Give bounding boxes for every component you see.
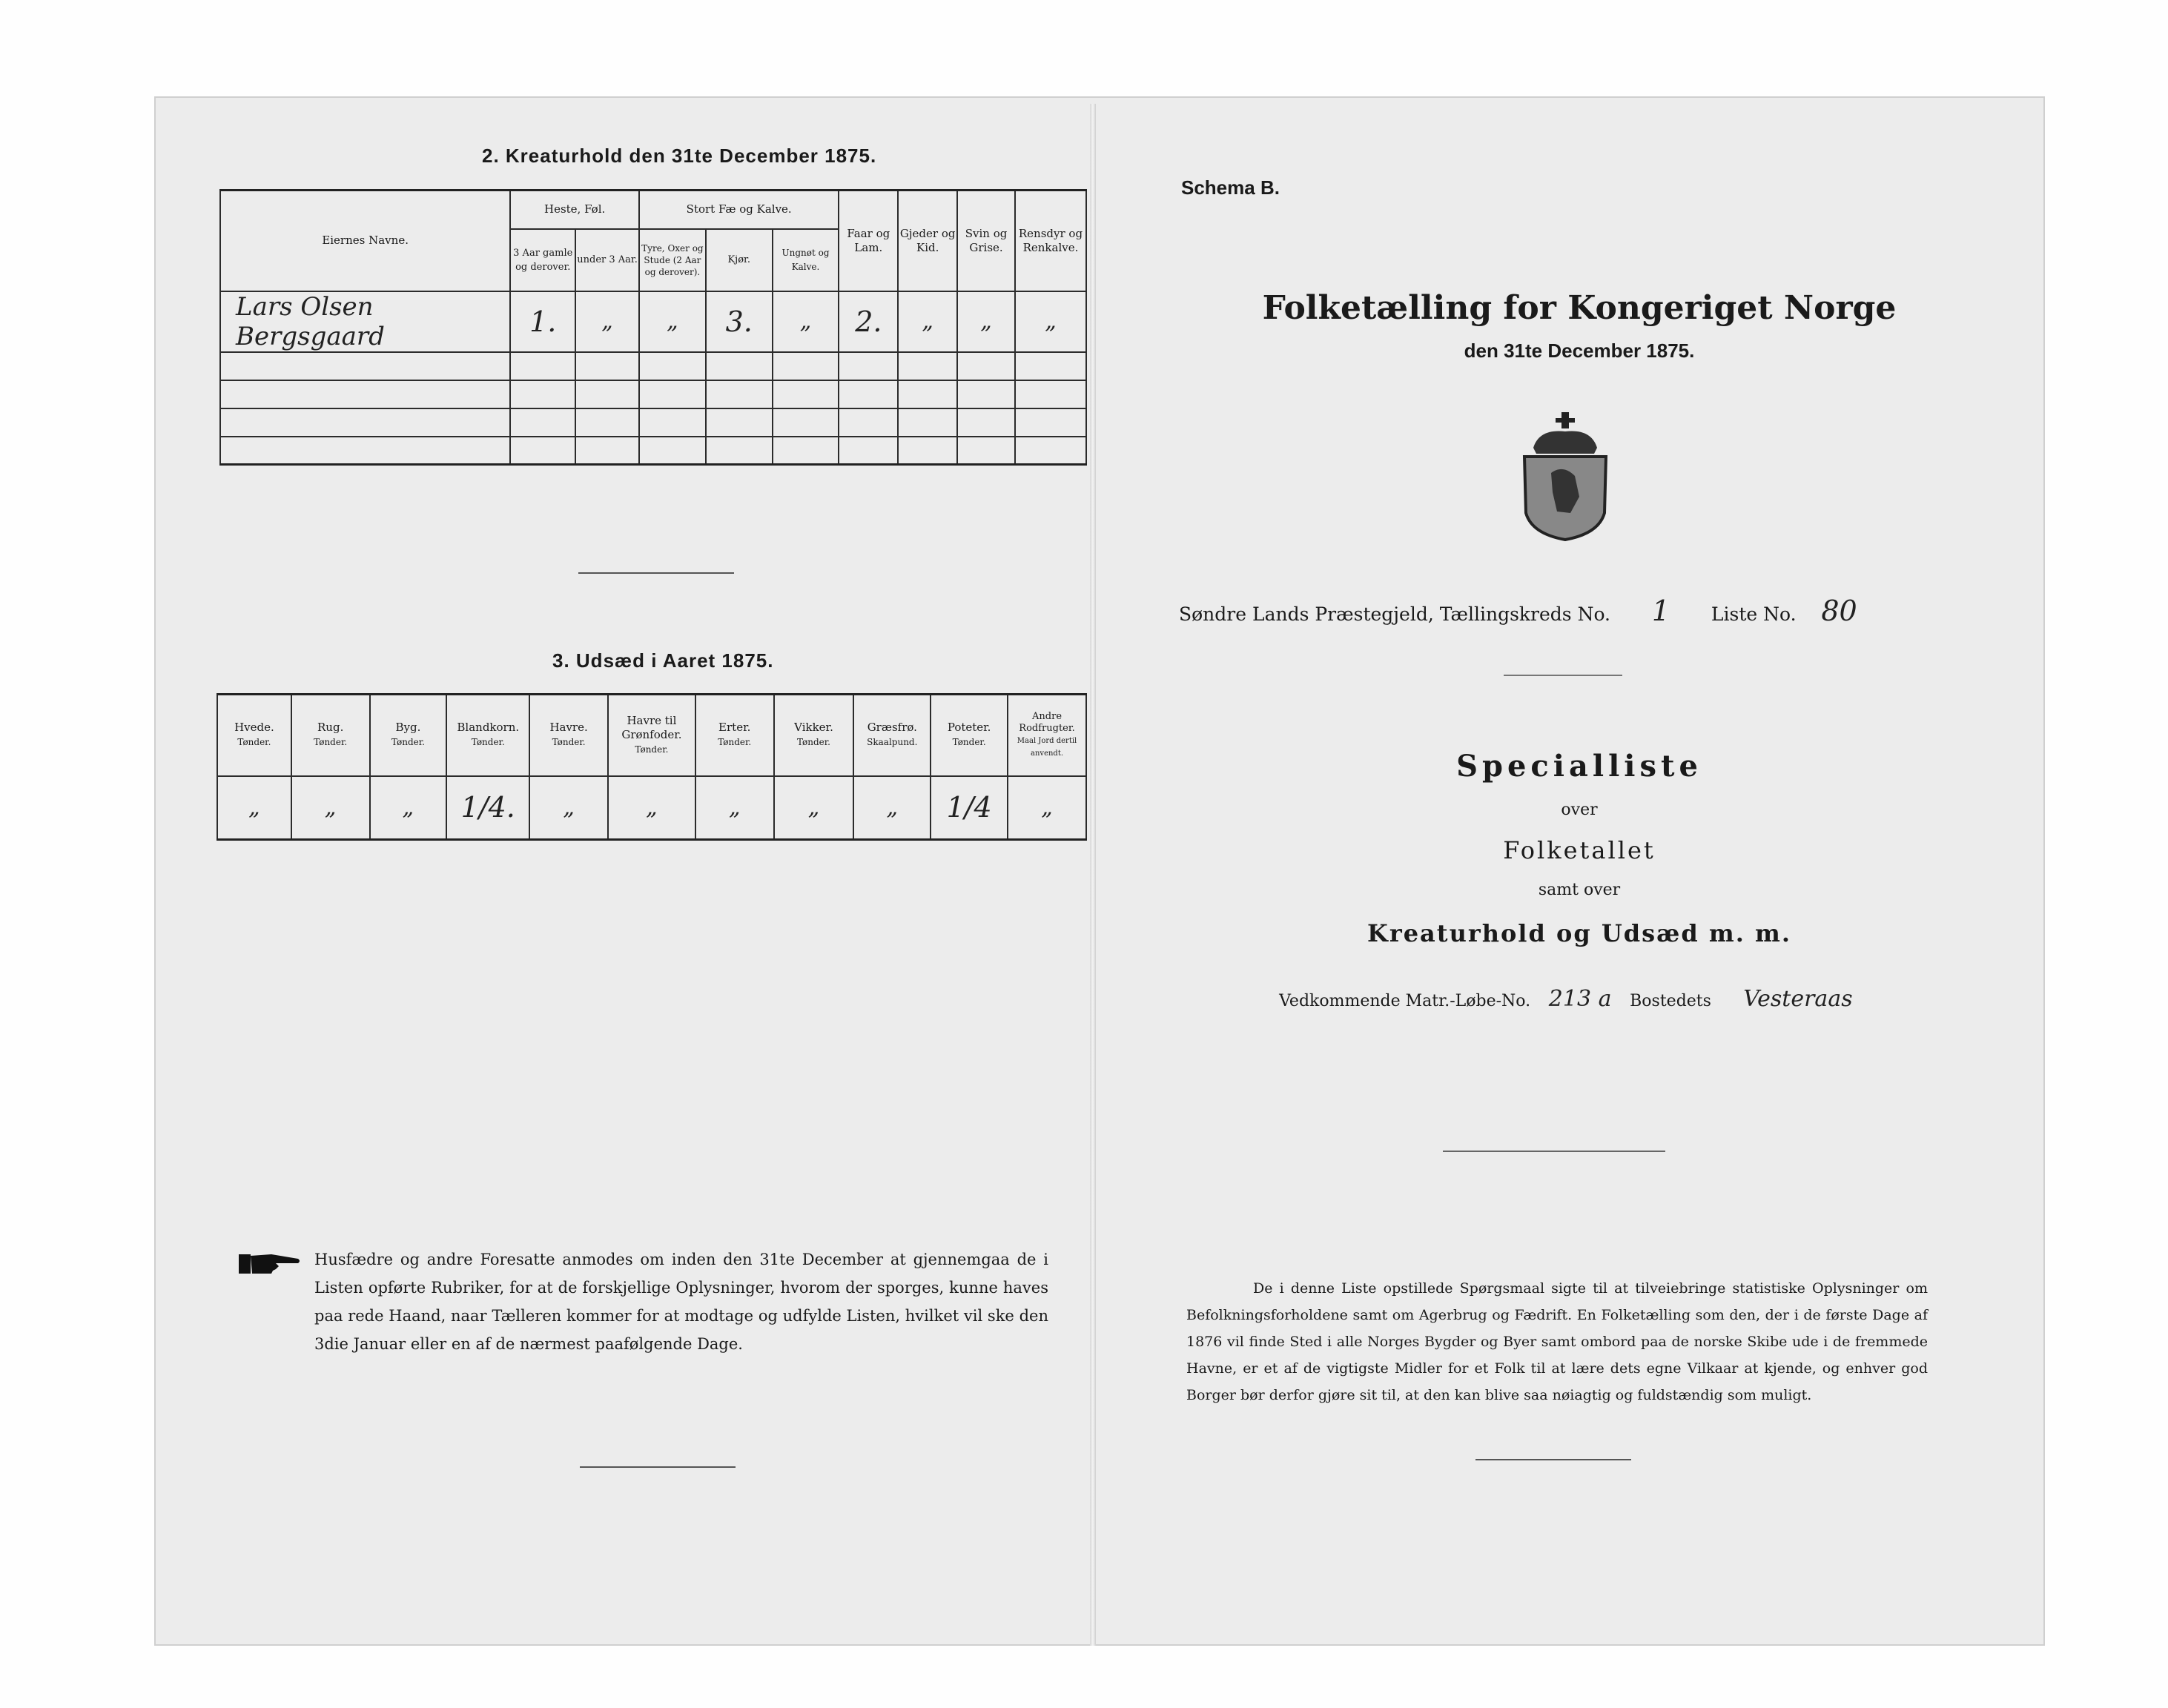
seed-header-byg: Byg. Tønder. xyxy=(370,695,447,776)
goats-header: Gjeder og Kid. xyxy=(898,191,957,291)
young-cattle-header: Ungnøt og Kalve. xyxy=(773,229,839,291)
coat-of-arms-icon xyxy=(1517,409,1613,543)
bulls-value: „ xyxy=(639,291,706,352)
main-title: Folketælling for Kongeriget Norge xyxy=(1262,289,1897,327)
horses-header: Heste, Føl. xyxy=(510,191,639,229)
seed-header-vikker: Vikker. Tønder. xyxy=(774,695,854,776)
livestock-table xyxy=(219,189,1087,466)
horse-young-header: under 3 Aar. xyxy=(575,229,639,291)
census-date: den 31te December 1875. xyxy=(1464,340,1695,362)
goats-value: „ xyxy=(898,291,957,352)
seed-header-erter: Erter. Tønder. xyxy=(695,695,774,776)
list-label: Liste No. xyxy=(1711,603,1797,625)
seed-value: „ xyxy=(774,776,854,840)
bosted-label: Bostedets xyxy=(1630,992,1711,1010)
seed-table xyxy=(217,693,1087,841)
divider-rule xyxy=(580,1466,736,1468)
sheep-value: 2. xyxy=(839,291,898,352)
seed-value: 1/4 xyxy=(931,776,1008,840)
table-row xyxy=(220,437,1086,465)
footer-note: De i denne Liste opstillede Spørgsmaal sigte til at tilveiebringe statistiske Oplysninger om Befolkningsforholdene samt om Agerbrug og Fædrift. En Folketælling som den, der i de første Dage af 1876 vil finde Sted i alle Norges Bygder og Byer samt ombord paa de norske Skibe ude i de fremmede Havne, er et af de vigtigste Midler for et Folk til at lære dets egne Vilkaar at kjende, og enhver god Borger bør derfor gjøre sit til, at den kan blive saa nøiagtig og fuldstændig som muligt. xyxy=(1186,1280,1928,1403)
reindeer-value: „ xyxy=(1015,291,1086,352)
seed-value: „ xyxy=(370,776,447,840)
seed-value: „ xyxy=(529,776,608,840)
cattle-header: Stort Fæ og Kalve. xyxy=(639,191,839,229)
over-label: over xyxy=(1561,801,1598,819)
horse-old-value: 1. xyxy=(510,291,575,352)
owner-name: Lars Olsen Bergsgaard xyxy=(220,291,510,352)
seed-header-blandkorn: Blandkorn. Tønder. xyxy=(446,695,529,776)
bosted-name: Vesteraas xyxy=(1743,986,1853,1012)
young-cattle-value: „ xyxy=(773,291,839,352)
center-fold xyxy=(1090,104,1096,1646)
schema-label: Schema B. xyxy=(1181,176,1280,199)
seed-values-row xyxy=(217,776,1086,840)
livestock-title: 2. Kreaturhold den 31te December 1875. xyxy=(482,145,877,167)
seed-value: „ xyxy=(695,776,774,840)
divider-rule xyxy=(578,572,734,574)
seed-header-hvede: Hvede. Tønder. xyxy=(217,695,291,776)
divider-rule xyxy=(1443,1151,1665,1152)
table-row xyxy=(220,380,1086,408)
reindeer-header: Rensdyr og Renkalve. xyxy=(1015,191,1086,291)
seed-header-havre: Havre. Tønder. xyxy=(529,695,608,776)
matr-label: Vedkommende Matr.-Løbe-No. xyxy=(1279,992,1531,1010)
pointing-hand-icon xyxy=(239,1248,301,1280)
notice-text: Husfædre og andre Foresatte anmodes om inden den 31te December at gjennemgaa de i Listen opførte Rubriker, for at de forskjellige Oplysninger, hvorom der sporges, kunne haves paa rede Haand, naar Tælleren kommer for at modtage og udfylde Listen, hvilket vil ske den 3die Januar eller en af de nærmest paafølgende Dage. xyxy=(314,1251,1048,1353)
pigs-value: „ xyxy=(957,291,1015,352)
seed-header-rodfrugter: Andre Rodfrugter. Maal Jord dertil anvendt. xyxy=(1008,695,1086,776)
parish-label: Søndre Lands Præstegjeld, Tællingskreds No. xyxy=(1179,603,1611,625)
list-number: 80 xyxy=(1821,595,1857,627)
samt-over-label: samt over xyxy=(1538,881,1621,899)
seed-header-graesfro: Græsfrø. Skaalpund. xyxy=(853,695,931,776)
seed-value: „ xyxy=(291,776,370,840)
divider-rule xyxy=(1504,675,1622,676)
cows-value: 3. xyxy=(706,291,773,352)
seed-header-gronfoder: Havre til Grønfoder. Tønder. xyxy=(608,695,695,776)
folketallet-heading: Folketallet xyxy=(1503,836,1656,864)
district-number: 1 xyxy=(1651,595,1670,627)
seed-title: 3. Udsæd i Aaret 1875. xyxy=(552,649,774,672)
table-row xyxy=(220,291,1086,352)
property-line xyxy=(1231,986,1928,1012)
parish-line xyxy=(1179,595,1995,627)
pigs-header: Svin og Grise. xyxy=(957,191,1015,291)
seed-value: 1/4. xyxy=(446,776,529,840)
seed-header-rug: Rug. Tønder. xyxy=(291,695,370,776)
seed-value: „ xyxy=(853,776,931,840)
seed-value: „ xyxy=(608,776,695,840)
kreaturhold-heading: Kreaturhold og Udsæd m. m. xyxy=(1367,919,1791,947)
horse-old-header: 3 Aar gamle og derover. xyxy=(510,229,575,291)
specialliste-heading: Specialliste xyxy=(1456,749,1702,784)
seed-value: „ xyxy=(217,776,291,840)
divider-rule xyxy=(1475,1459,1631,1460)
matr-number: 213 a xyxy=(1548,986,1612,1012)
cows-header: Kjør. xyxy=(706,229,773,291)
seed-header-poteter: Poteter. Tønder. xyxy=(931,695,1008,776)
col-owner-header: Eiernes Navne. xyxy=(220,191,510,291)
seed-header-row xyxy=(217,695,1086,776)
sheep-header: Faar og Lam. xyxy=(839,191,898,291)
seed-value: „ xyxy=(1008,776,1086,840)
horse-young-value: „ xyxy=(575,291,639,352)
bulls-header: Tyre, Oxer og Stude (2 Aar og derover). xyxy=(639,229,706,291)
table-row xyxy=(220,408,1086,437)
table-row xyxy=(220,352,1086,380)
